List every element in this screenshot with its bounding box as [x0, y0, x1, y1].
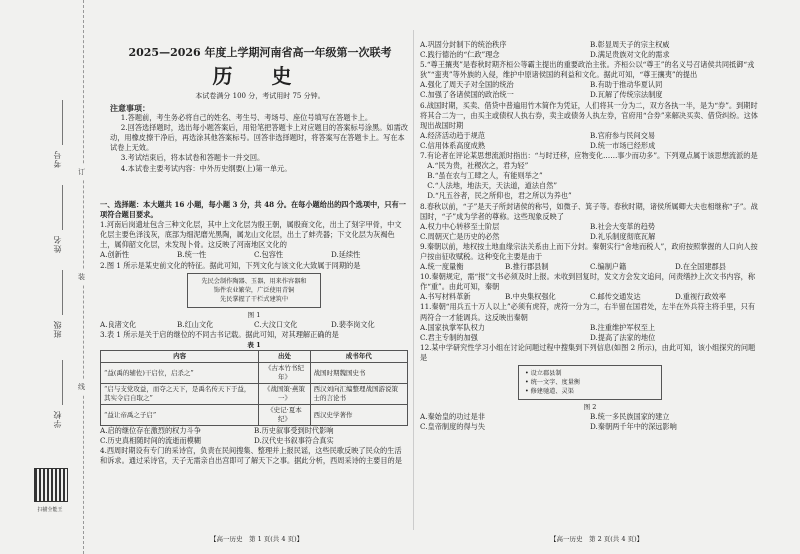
school-line	[62, 360, 63, 405]
option-a[interactable]: A.国家执掌军队权力	[420, 322, 485, 332]
question-stem: 6.战国时期，买卖、借贷中普遍用竹木简作为凭证，人们将其一分为二，双方各执一半，是为“券”。到期时将其合二为一，由买主或债权人执右券，卖主或债务人执左券，官府用“合券”来解决买卖、借贷纠纷。这体现出战国时期	[420, 100, 758, 130]
option-c[interactable]: C.“人法地，地法天，天法道，道法自然”	[427, 181, 558, 191]
question-stem: 8.春秋以前，“子”是天子所封诸侯的称号，如微子、箕子等。春秋时期，诸侯所属卿大夫也相继称“子”。战国时，“子”成为学者的尊称。这些现象反映了	[420, 201, 758, 221]
option-d[interactable]: D.礼乐制度彻底瓦解	[590, 231, 656, 241]
option-b[interactable]: B.红山文化	[177, 319, 214, 329]
question-9	[420, 242, 760, 272]
table-row	[101, 405, 408, 426]
question-stem: 3.表 1 所示是关于启的继位的不同古书记载。据此可知，对其理解正确的是	[100, 329, 339, 339]
cut-mark-ding: 订	[78, 165, 85, 179]
option-b[interactable]: B.推行郡县制	[505, 262, 549, 272]
table-cell: 《史记·夏本纪》	[259, 405, 310, 426]
option-d[interactable]: D.汉代史书叙事符合真实	[254, 436, 334, 446]
question-options	[420, 131, 760, 151]
option-b[interactable]: B.官府参与民间交易	[590, 130, 656, 140]
question-options	[420, 412, 760, 432]
question-stem: 7.有论者在评论某思想流派时指出：“与时迁移，应物变化……事少而功多”。下列观点属于该思想流派的是	[420, 151, 758, 161]
table-label: 表 1	[247, 340, 261, 349]
question-stem: 5.“尊王攘夷”是春秋时期齐桓公等霸主提出的重要政治主张。齐桓公以“尊王”的名义号召诸侯共同抵御“戎狄”“蛮夷”等外族的入侵，维护中原诸侯国的利益和文化。据此可知，“尊王攘夷”的提出	[420, 60, 755, 80]
option-b[interactable]: B.彰显周天子的宗主权威	[590, 40, 670, 49]
figure-line: 先民会制作陶器、玉器，用来作容器和	[201, 277, 307, 285]
figure-label: 图 1	[247, 310, 261, 319]
question-4	[100, 446, 408, 466]
figure-line: 饰件农业繁荣，广泛使用青铜	[213, 286, 295, 294]
option-d[interactable]: D.延续性	[331, 250, 361, 260]
table-cell: “益让帝禹之子启”	[101, 405, 259, 426]
table-cell: “启与支党攻益，而夺之天下，是禹名传天下于益，其实令启自取之”	[101, 384, 259, 405]
option-a[interactable]: A.统一度量衡	[420, 262, 464, 272]
option-c[interactable]: C.信用体系高度成熟	[420, 140, 486, 150]
option-a[interactable]: A.权力中心转移至士阶层	[420, 221, 500, 231]
table-cell: 《战国策·燕策一》	[259, 384, 310, 405]
table-cell: “益(禹的辅佐)干启位，启杀之”	[101, 363, 259, 384]
option-c[interactable]: C.历史真相随时间的流逝而模糊	[100, 436, 201, 446]
option-d[interactable]: D.秦朝两千年中的深远影响	[590, 422, 677, 432]
figure-line: • 设立郡县制	[525, 370, 562, 377]
table-cell: 《古本竹书纪年》	[259, 363, 310, 384]
table-header: 内容	[101, 351, 259, 363]
page-footer-right: 【高一历史 第 2 页(共 4 页)】	[550, 535, 644, 543]
table-header: 成书年代	[310, 351, 407, 363]
class-label: 班级	[53, 320, 62, 338]
question-2	[100, 261, 408, 330]
question-options	[420, 262, 760, 272]
question-options	[420, 292, 760, 302]
exam-meta: 本试卷满分 100 分，考试用时 75 分钟。	[195, 92, 325, 100]
option-c[interactable]: C.周朝灭亡是历史的必然	[420, 231, 500, 241]
option-c[interactable]: C.加强了各诸侯国的政治统一	[420, 90, 514, 100]
option-c[interactable]: C.邮传交通发达	[590, 292, 641, 302]
option-b[interactable]: B.中央集权强化	[505, 292, 556, 302]
option-c[interactable]: C.君主专制的加强	[420, 332, 478, 342]
table-1	[100, 350, 408, 426]
figure-2	[518, 365, 662, 400]
option-b[interactable]: B.“虽在农与工肆之人，有能则举之”	[427, 171, 543, 181]
option-c[interactable]: C.大汶口文化	[254, 319, 298, 329]
question-options	[100, 250, 408, 260]
cut-mark-zhuang: 装	[78, 270, 85, 284]
option-b[interactable]: B.统一多民族国家的建立	[590, 412, 670, 422]
question-8	[420, 202, 760, 242]
option-a[interactable]: A.经济活动趋于规范	[420, 130, 485, 140]
page-footer-left: 【高一历史 第 1 页(共 4 页)】	[210, 535, 304, 543]
school-label: 学校	[53, 410, 62, 428]
option-d[interactable]: D.在全国建郡县	[675, 262, 726, 272]
option-a[interactable]: A.良渚文化	[100, 319, 137, 329]
option-d[interactable]: D.提高了法家的地位	[590, 332, 656, 342]
q4-options	[420, 40, 760, 60]
qr-code	[34, 468, 68, 502]
question-stem: 2.图 1 所示是某史前文化的特征。据此可知，下列文化与该文化大致属于同期的是	[100, 260, 361, 270]
figure-line: • 统一文字、度量衡	[525, 379, 581, 386]
notice	[110, 103, 408, 174]
question-1	[100, 220, 408, 260]
table-cell: 西汉刘向汇编整理战国游说策士的言论书	[310, 384, 407, 405]
option-a[interactable]: A.“民为贵，社稷次之，君为轻”	[427, 161, 529, 171]
option-a[interactable]: A.秦始皇的功过是非	[420, 412, 485, 422]
question-stem: 12.某中学研究性学习小组在讨论问题过程中搜集到下列信息(如图 2 所示)，由此可知，该小组探究的问题是	[420, 342, 756, 362]
question-5	[420, 60, 760, 100]
option-c[interactable]: C.包容性	[254, 250, 284, 260]
option-b[interactable]: B.有助于推动华夏认同	[590, 80, 663, 90]
option-c[interactable]: C.皇帝制度的得与失	[420, 422, 486, 432]
option-d[interactable]: D.瓦解了传统宗法制度	[590, 90, 663, 100]
option-d[interactable]: D.裴李岗文化	[331, 319, 375, 329]
question-options	[100, 426, 408, 446]
option-a[interactable]: A.强化了周天子对全国的统治	[420, 80, 514, 90]
question-stem: 4.西周时期设有专门的采诗官，负责在民间搜集、整理并上报民谣，这些民歌反映了民众的生活和诉求。通过采诗官，天子无需亲自出宫即可了解天下之事。据此分析，西周采诗的主要目的是	[100, 446, 402, 466]
option-a[interactable]: A.创新性	[100, 250, 130, 260]
option-b[interactable]: B.统一性	[177, 250, 207, 260]
exam-number-label: 考号	[53, 150, 62, 168]
page-2-content	[420, 40, 760, 432]
figure-line: • 修建驰道、灵渠	[525, 388, 574, 395]
exam-number-line	[62, 100, 63, 145]
question-12	[420, 343, 760, 432]
table-cell: 战国时期魏国史书	[310, 363, 407, 384]
subject-title: 历 史	[212, 64, 308, 88]
name-label: 姓名	[53, 235, 62, 253]
question-options	[420, 222, 760, 242]
question-options	[420, 323, 760, 343]
column-divider	[413, 30, 414, 530]
table-header: 出处	[259, 351, 310, 363]
figure-line: 先民掌握了干栏式建筑中	[219, 295, 289, 303]
option-a[interactable]: A.启的继位存在激烈的权力斗争	[100, 426, 201, 436]
option-b[interactable]: B.注重维护军权至上	[590, 322, 656, 332]
notice-item: 1.答题前，考生务必将自己的姓名、考生号、考场号、座位号填写在答题卡上。	[120, 113, 373, 123]
notice-item: 2.回答选择题时，选出每小题答案后，用铅笔把答题卡上对应题目的答案标号涂黑。如需改动，用橡皮擦干净后，再选涂其他答案标号。回答非选择题时，将答案写在答题卡上。写在本试卷上无效。	[110, 123, 408, 153]
section-1	[100, 200, 408, 466]
option-a[interactable]: A.书写材料革新	[420, 292, 471, 302]
question-stem: 11.秦朝“用兵五十万人以上”必须有虎符，虎符一分为二，右半留在国君处，左半在外兵符主将手里，只有两符合一才能调兵。这反映出秦朝	[420, 302, 756, 322]
figure-1	[187, 273, 321, 308]
table-row	[101, 384, 408, 405]
figure-label: 图 2	[583, 403, 597, 411]
binding-strip	[0, 0, 98, 554]
class-line	[62, 270, 63, 315]
name-line	[62, 185, 63, 230]
question-stem: 9.秦朝以前，地权按土地血缘宗法关系由上而下分封。秦朝实行“舍地而税人”，政府按照掌握的人口向人按户按亩征收赋税。这种变化主要是由于	[420, 241, 758, 261]
option-d[interactable]: D.重视行政效率	[675, 292, 726, 302]
option-b[interactable]: B.历史叙事受到时代影响	[254, 426, 334, 436]
question-stem: 1.河南后岗遗址包含三种文化层，其中上文化层为殷王朝，属殷商文化，出土了刻字甲骨，中文化层主要色泽浅灰，底部为细泥磨光黑陶，属龙山文化层，出土了蚌壳器；下文化层为灰褐色土，属仰韶文化层，未发现卜骨。这反映了河南地区文化的	[100, 220, 402, 250]
section-1-instructions: 一、选择题：本大题共 16 小题，每小题 3 分，共 48 分。在每小题给出的四个选项中，只有一项符合题目要求。	[100, 200, 406, 220]
table-cell: 西汉史学著作	[310, 405, 407, 426]
qr-caption: 扫描全能王	[37, 507, 63, 513]
question-10	[420, 272, 760, 302]
question-stem: 10.秦朝规定，需“报”文书必须及时上报。未收到回复时，发文方会发文追问，问责缮抄上次文书内容，称作“重”。由此可知，秦朝	[420, 272, 756, 292]
cut-mark-xian: 线	[78, 380, 85, 394]
option-c[interactable]: C.践行德治的“仁政”理念	[420, 50, 500, 60]
option-d[interactable]: D.“凡五谷者，民之所仰也，君之所以为养也”	[427, 191, 572, 201]
notice-title: 注意事项：	[110, 103, 150, 113]
table-row	[101, 363, 408, 384]
question-6	[420, 101, 760, 151]
notice-item: 4.本试卷主要考试内容：中外历史纲要(上)第一单元。	[120, 163, 292, 173]
question-3	[100, 330, 408, 446]
question-options	[420, 80, 760, 100]
option-a[interactable]: A.巩固分封制下的统治秩序	[420, 40, 507, 49]
notice-item: 3.考试结束后，将本试卷和答题卡一并交回。	[120, 153, 265, 163]
option-b[interactable]: B.社会大变革的趋势	[590, 221, 656, 231]
exam-title: 2025—2026 年度上学期河南省高一年级第一次联考	[128, 46, 392, 59]
option-d[interactable]: D.满足贵族对文化的需求	[590, 50, 670, 60]
question-7	[420, 151, 760, 201]
question-options	[100, 320, 408, 330]
option-c[interactable]: C.编制户籍	[590, 262, 627, 272]
question-11	[420, 302, 760, 342]
option-d[interactable]: D.统一市场已经形成	[590, 140, 656, 150]
